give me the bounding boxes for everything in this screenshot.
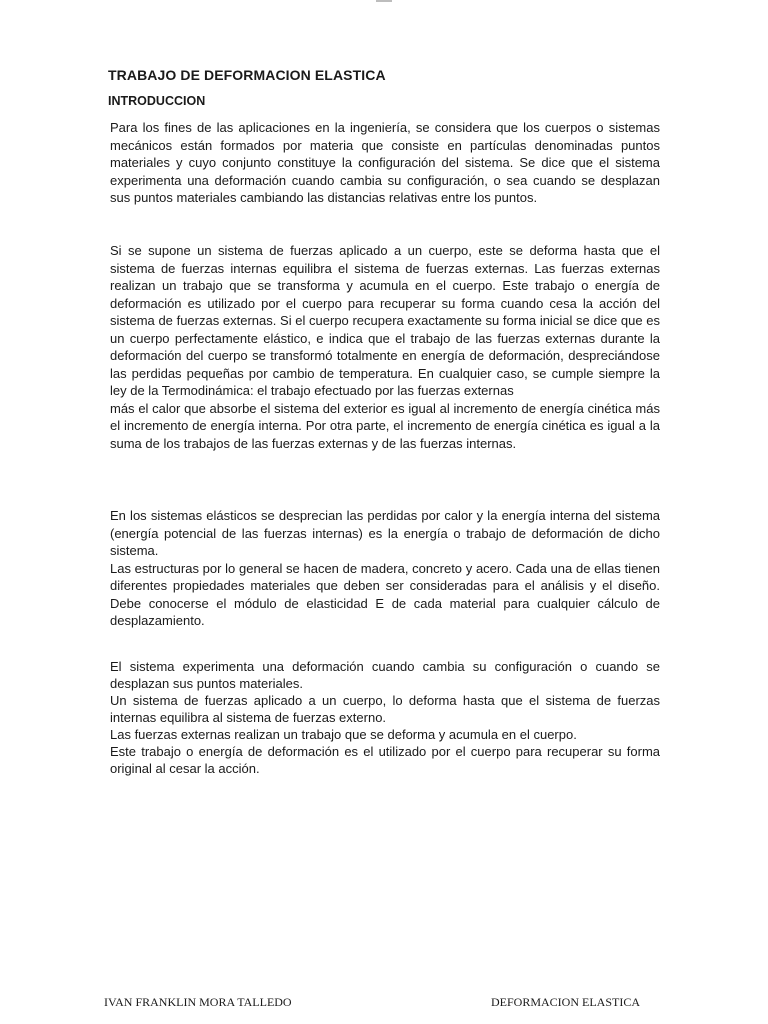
paragraph-3	[110, 507, 660, 630]
paragraph-4-summary	[110, 658, 660, 777]
footer-author: IVAN FRANKLIN MORA TALLEDO	[104, 995, 292, 1009]
page-title: TRABAJO DE DEFORMACION ELASTICA	[108, 67, 386, 83]
summary-line-3: Las fuerzas externas realizan un trabajo que se deforma y acumula en el cuerpo.	[110, 727, 577, 742]
paragraph-3-part-1: En los sistemas elásticos se desprecian las perdidas por calor y la energía interna del sistema (energía potencial de las fuerzas internas) es la energía o trabajo de deformación de dicho sistema.	[110, 508, 660, 558]
summary-line-4: Este trabajo o energía de deformación es el utilizado por el cuerpo para recuperar su forma original al cesar la acción.	[110, 744, 660, 776]
paragraph-2	[110, 242, 660, 452]
paragraph-3-part-2: Las estructuras por lo general se hacen de madera, concreto y acero. Cada una de ellas tienen diferentes propiedades materiales que deben ser consideradas para el análisis y el diseño. Debe conocerse el módulo de elasticidad E de cada material para cualquier cálculo de desplazamiento.	[110, 560, 660, 628]
summary-line-2: Un sistema de fuerzas aplicado a un cuerpo, lo deforma hasta que el sistema de fuerzas internas equilibra al sistema de fuerzas externo.	[110, 693, 660, 725]
paragraph-2-part-1: Si se supone un sistema de fuerzas aplicado a un cuerpo, este se deforma hasta que el sistema de fuerzas internas equilibra el sistema de fuerzas externas. Las fuerzas externas realizan un trabajo que se transforma y acumula en el cuerpo. Este trabajo o energía de deformación es utilizado por el cuerpo para recuperar su forma cuando cesa la acción del sistema de fuerzas externas. Si el cuerpo recupera exactamente su forma inicial se dice que es un cuerpo perfectamente elástico, e indica que el trabajo de las fuerzas externas durante la deformación del cuerpo se transformó totalmente en energía de deformación, despreciándose las perdidas pequeñas por cambio de temperatura. En cualquier caso, se cumple siempre la ley de la Termodinámica: el trabajo efectuado por las fuerzas externas	[110, 243, 660, 398]
section-heading-introduccion: INTRODUCCION	[108, 94, 206, 108]
paragraph-2-part-2: más el calor que absorbe el sistema del exterior es igual al incremento de energía cinética más el incremento de energía interna. Por otra parte, el incremento de energía cinética es igual a la suma de los trabajos de las fuerzas externas y de las fuerzas internas.	[110, 400, 660, 451]
summary-line-1: El sistema experimenta una deformación cuando cambia su configuración o cuando se desplazan sus puntos materiales.	[110, 659, 660, 691]
page-top-mark	[376, 0, 392, 2]
paragraph-1-line: Para los fines de las aplicaciones en la ingeniería, se considera que los cuerpos o sistemas mecánicos están formados por materia que consiste en partículas denominadas puntos materiales y cuyo conjunto constituye la configuración del sistema. Se dice que el sistema experimenta una deformación cuando cambia su configuración, o sea cuando se desplazan sus puntos materiales cambiando las distancias relativas entre los puntos.	[110, 120, 660, 205]
paragraph-1	[110, 119, 660, 207]
footer-running-title: DEFORMACION ELASTICA	[491, 995, 641, 1009]
